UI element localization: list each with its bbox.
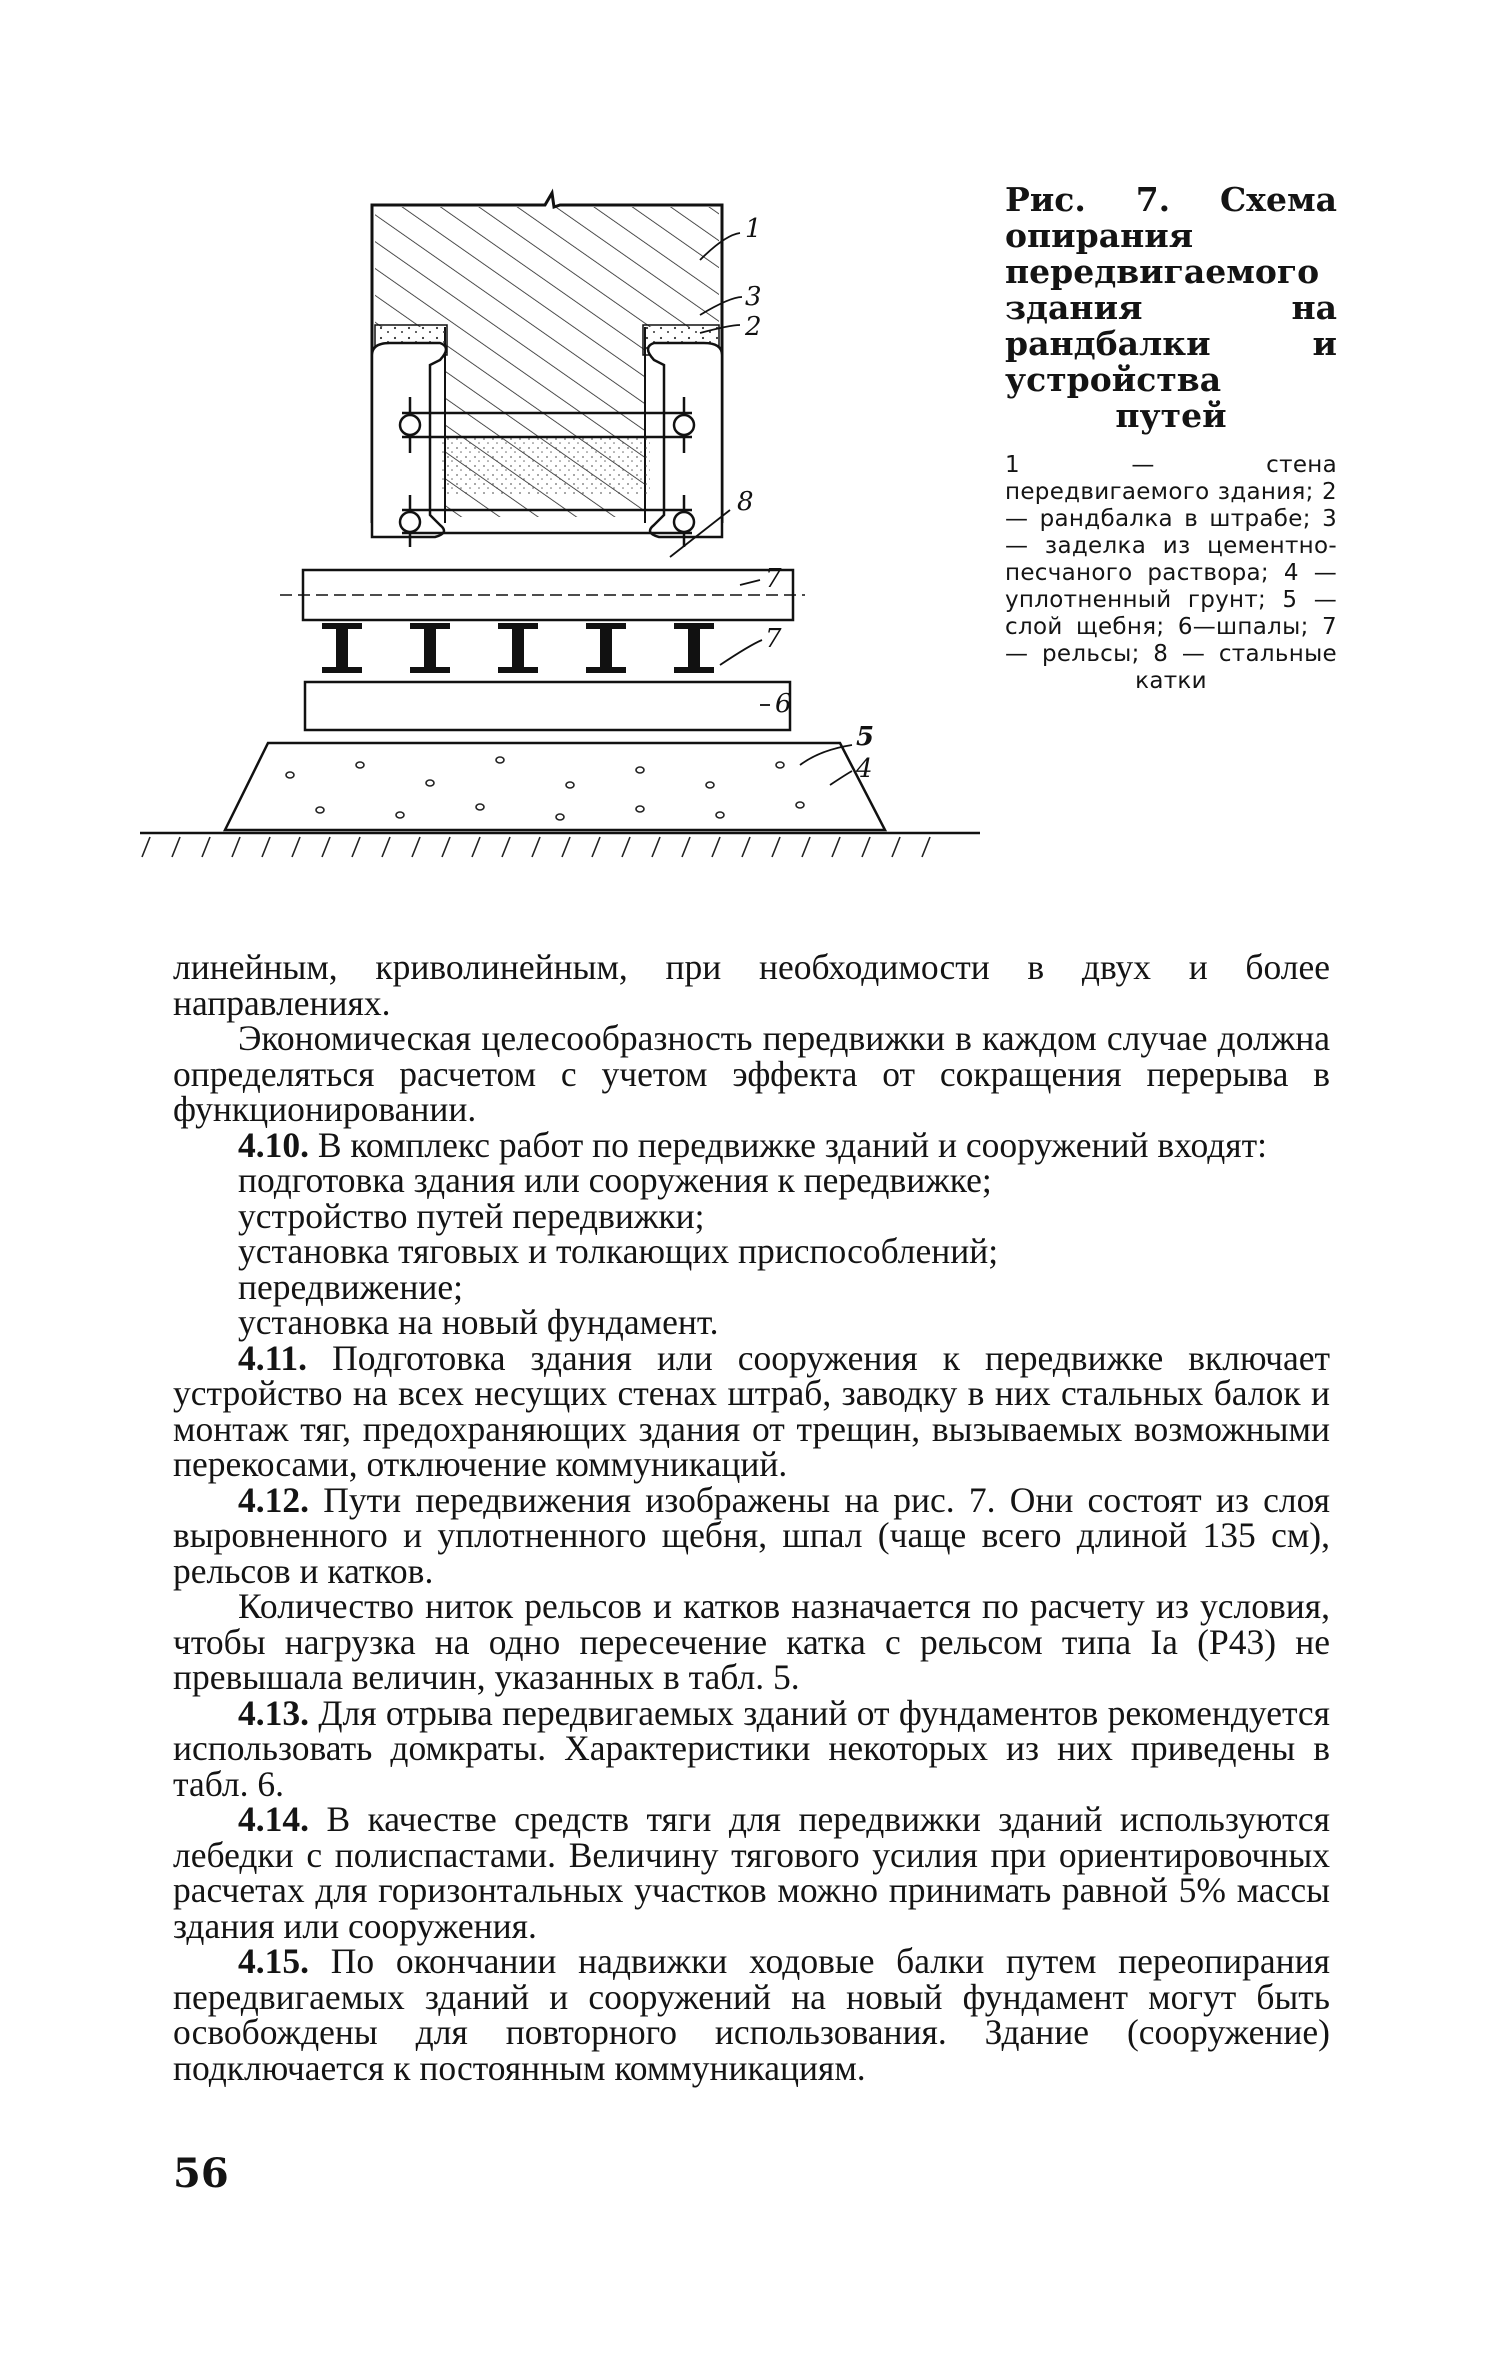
paragraph-text: По окончании надвижки ходовые балки путем переопирания передвигаемых зданий и сооружений на новый фундамент могут быть освобождены для повторного использования. Здание (сооружение) подключается к постоянным коммуникациям. [173,1941,1330,2088]
callout-1: 1 [745,214,762,244]
sleeper [305,682,790,730]
page-number: 56 [173,2150,229,2197]
paragraph-continuation: линейным, криволинейным, при необходимости в двух и более направлениях. [173,947,1330,1023]
mortar-core [440,435,650,495]
paragraph-economic: Экономическая целесообразность передвижки в каждом случае должна определяться расчетом с учетом эффекта от сокращения перерыва в функционировании. [173,1018,1330,1129]
section-number: 4.14. [238,1799,309,1839]
callout-4: 4 [856,754,873,784]
paragraph-text: В качестве средств тяги для передвижки зданий используются лебедки с полиспастами. Величину тягового усилия при ориентировочных расчетах для горизонтальных участков можно принимать равной 5% массы здания или сооружения. [173,1799,1330,1946]
callout-6: 6 [775,689,792,719]
figure-caption [1005,182,1337,695]
figure-legend: 1 — стена передвигаемого здания; 2 — рандбалка в штрабе; 3 — заделка из цементно-песчаного раствора; 4 — уплотненный грунт; 5 — слой щебня; 6—шпалы; 7 — рельсы; 8 — стальные катки [1005,452,1337,694]
callout-5: 5 [856,722,875,752]
paragraph-4-14 [173,1799,1330,1946]
paragraph-4-15 [173,1941,1330,2088]
list-item: передвижение; [238,1266,464,1307]
paragraph-4-12 [173,1479,1330,1591]
list-item: подготовка здания или сооружения к передвижке; [238,1160,992,1200]
figure-7-drawing [140,185,980,885]
body-text [173,947,1330,2088]
callout-7a: 7 [765,564,782,594]
section-number: 4.10. [238,1124,309,1165]
callout-2: 2 [745,312,762,342]
list-item: установка тяговых и толкающих приспособлений; [238,1231,999,1271]
callout-3: 3 [745,282,762,312]
compacted-ground [140,833,980,857]
callout-7b: 7 [765,624,782,654]
section-number: 4.11. [238,1337,308,1378]
list-item: установка на новый фундамент. [238,1302,719,1342]
paragraph-rails: Количество ниток рельсов и катков назначается по расчету из условия, чтобы нагрузка на одно пересечение катка с рельсом типа Ia (Р43) не превышала величин, указанных в табл. 5. [173,1586,1330,1697]
section-number: 4.15. [238,1941,309,1981]
list-item: устройство путей передвижки; [238,1195,705,1236]
paragraph-4-10 [173,1124,1330,1165]
crushed-stone-layer [225,743,885,830]
paragraph-4-11 [173,1337,1330,1484]
section-number: 4.12. [238,1479,309,1520]
paragraph-text: Подготовка здания или сооружения к передвижке включает устройство на всех несущих стенах штраб, заводку в них стальных балок и монтаж тяг, предохраняющих здания от трещин, вызываемых возможными перекосами, отключение коммуникаций. [173,1337,1330,1484]
paragraph-text: Пути передвижения изображены на рис. 7. Они состоят из слоя выровненного и уплотненного щебня, шпал (чаще всего длиной 135 см), рельсов и катков. [173,1479,1330,1591]
paragraph-text: Для отрыва передвигаемых зданий от фундаментов рекомендуется использовать домкраты. Характеристики некоторых из них приведены в табл. 6. [173,1692,1330,1804]
paragraph-4-13 [173,1692,1330,1804]
callout-8: 8 [737,487,754,517]
figure-title: Рис. 7. Схема опирания передвигаемого здания на рандбалки и устройства путей [1005,180,1337,435]
figure-7 [140,185,980,885]
paragraph-text: В комплекс работ по передвижке зданий и сооружений входят: [317,1124,1267,1165]
section-number: 4.13. [238,1692,309,1733]
steel-rollers [322,623,714,673]
